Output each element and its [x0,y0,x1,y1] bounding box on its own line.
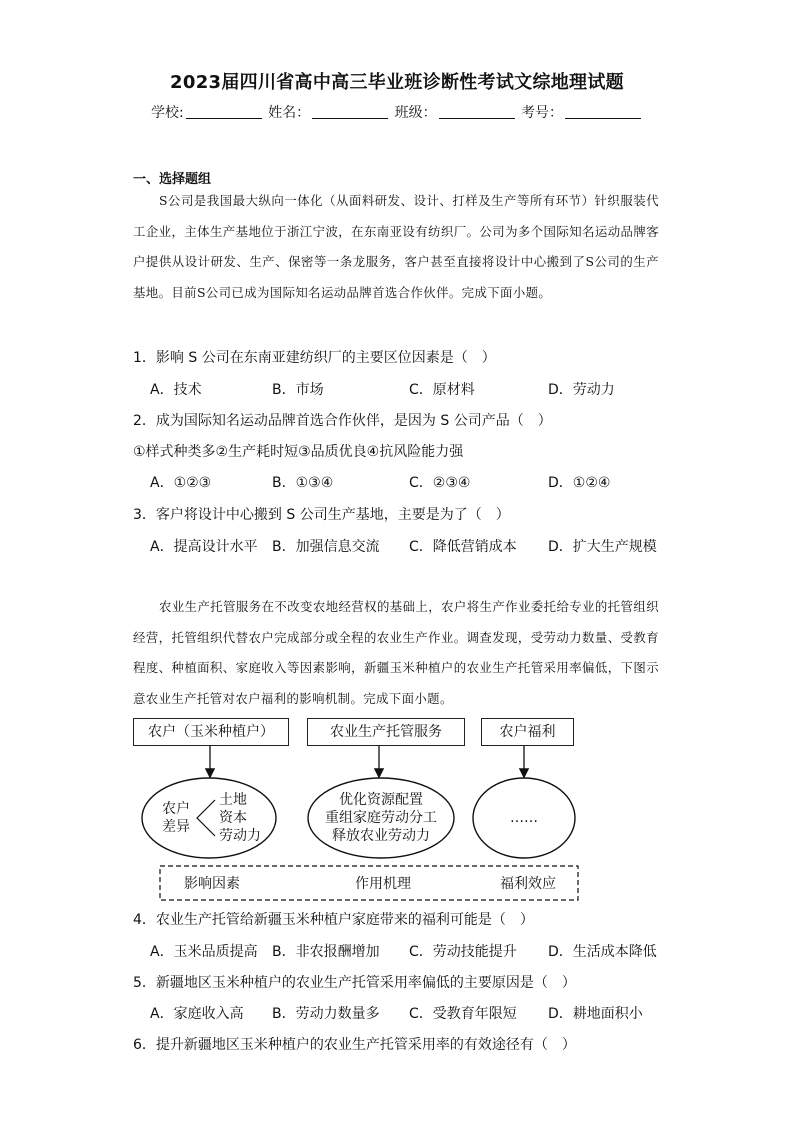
exam-title: 2023届四川省高中高三毕业班诊断性考试文综地理试题 [170,72,624,93]
q4-option-a: A．玉米品质提高 [150,944,258,960]
question-2-stem: 2．成为国际知名运动品牌首选合作伙伴，是因为 S 公司产品（ ） [133,413,552,429]
question-6-stem: 6．提升新疆地区玉米种植户的农业生产托管采用率的有效途径有（ ） [133,1037,576,1053]
q4-option-b: B．非农报酬增加 [272,944,380,960]
ellipse1-right-3: 劳动力 [219,828,261,844]
student-info-line [0,102,794,122]
box-welfare: 农户福利 [481,718,574,746]
footer-influence: 影响因素 [184,876,240,892]
question-4-stem: 4．农业生产托管给新疆玉米种植户家庭带来的福利可能是（ ） [133,912,534,928]
ellipse1-left-2: 差异 [162,819,190,835]
q2-option-b: B．①③④ [272,475,334,491]
name-blank[interactable] [312,104,388,119]
q3-option-a: A．提高设计水平 [150,539,258,555]
ellipse3-text: …… [510,810,538,826]
name-label: 姓名： [268,105,311,121]
class-blank[interactable] [439,104,515,119]
q3-option-d: D．扩大生产规模 [548,539,657,555]
ellipse1-right-1: 土地 [219,792,247,808]
question-1-stem: 1．影响 S 公司在东南亚建纺织厂的主要区位因素是（ ） [133,350,496,366]
school-label: 学校: [150,105,184,121]
class-label: 班级： [394,105,437,121]
ellipse1-right-2: 资本 [219,810,247,826]
q2-option-d: D．①②④ [548,475,611,491]
q2-option-c: C．②③④ [409,475,471,491]
q3-option-b: B．加强信息交流 [272,539,380,555]
passage-1: S公司是我国最大纵向一体化（从面料研发、设计、打样及生产等所有环节）针织服装代工企业，主体生产基地位于浙江宁波，在东南亚设有纺织厂。公司为多个国际知名运动品牌客户提供从设计研发、生产、保密等一条龙服务，客户甚至直接将设计中心搬到了S公司的生产基地。目前S公司已成为国际知名运动品牌首选合作伙伴。完成下面小题。 [133,193,659,300]
school-blank[interactable] [186,104,262,119]
q5-option-a: A．家庭收入高 [150,1006,244,1022]
question-5-stem: 5．新疆地区玉米种植户的农业生产托管采用率偏低的主要原因是（ ） [133,975,576,991]
q4-option-c: C．劳动技能提升 [409,944,517,960]
question-2-items: ①样式种类多②生产耗时短③品质优良④抗风险能力强 [133,444,464,460]
question-3-stem: 3．客户将设计中心搬到 S 公司生产基地，主要是为了（ ） [133,507,510,523]
section-title: 一、选择题组 [133,172,212,187]
q1-option-b: B．市场 [272,382,324,398]
box-farmer: 农户（玉米种植户） [133,718,289,746]
bracket [197,800,215,836]
ellipse2-line-2: 重组家庭劳动分工 [325,810,437,826]
q5-option-c: C．受教育年限短 [409,1006,517,1022]
exam-no-label: 考号： [521,105,564,121]
ellipse2-line-1: 优化资源配置 [339,792,423,808]
q1-option-a: A．技术 [150,382,202,398]
q3-option-c: C．降低营销成本 [409,539,517,555]
box-trusteeship: 农业生产托管服务 [307,718,465,746]
q1-option-c: C．原材料 [409,382,475,398]
q5-option-b: B．劳动力数量多 [272,1006,380,1022]
exam-no-blank[interactable] [565,104,641,119]
passage-2: 农业生产托管服务在不改变农地经营权的基础上，农户将生产作业委托给专业的托管组织经营，托管组织代替农户完成部分或全程的农业生产作业。调查发现，受劳动力数量、受教育程度、种植面积、家庭收入等因素影响，新疆玉米种植户的农业生产托管采用率偏低，下图示意农业生产托管对农户福利的影响机制。完成下面小题。 [133,599,659,706]
q2-option-a: A．①②③ [150,475,212,491]
q5-option-d: D．耕地面积小 [548,1006,643,1022]
footer-welfare: 福利效应 [500,876,556,892]
ellipse1-left-1: 农户 [162,801,190,817]
q1-option-d: D．劳动力 [548,382,615,398]
ellipse2-line-3: 释放农业劳动力 [332,828,430,844]
q4-option-d: D．生活成本降低 [548,944,657,960]
footer-mechanism: 作用机理 [355,876,411,892]
